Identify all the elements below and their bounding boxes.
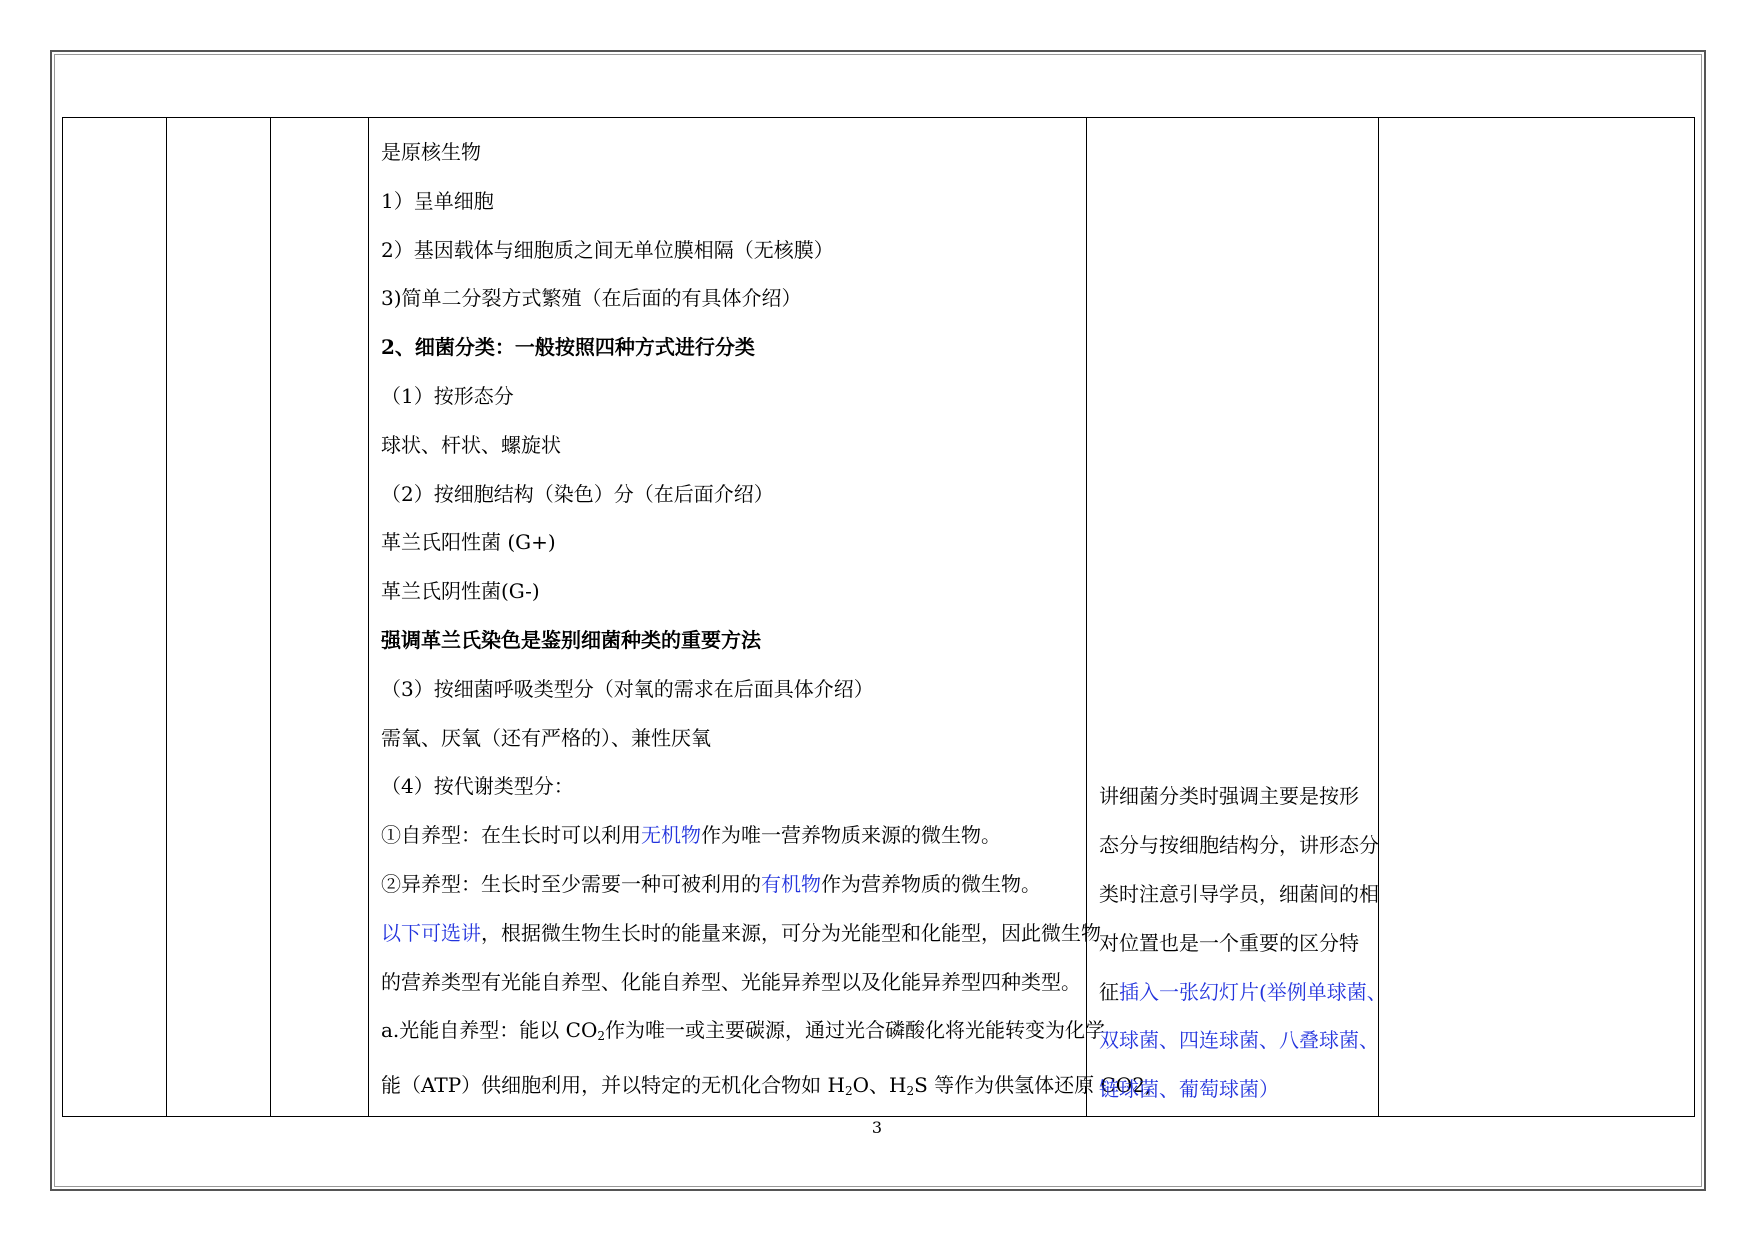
content-line: （1）按形态分 (381, 383, 514, 408)
content-line: 需氧、厌氧（还有严格的）、兼性厌氧 (381, 725, 711, 750)
empty-cell-1 (63, 118, 167, 1117)
note-line-4: 对位置也是一个重要的区分特 (1099, 930, 1359, 955)
note-line-6: 双球菌、四连球菌、八叠球菌、 (1099, 1028, 1379, 1053)
optional-highlight: 以下可选讲 (381, 920, 481, 945)
lesson-plan-table (62, 117, 1695, 1117)
content-lines (381, 128, 1076, 811)
heterotroph-line: ②异养型：生长时至少需要一种可被利用的有机物作为营养物质的微生物。 (381, 871, 1041, 896)
content-line: 2）基因载体与细胞质之间无单位膜相隔（无核膜） (381, 237, 834, 262)
photoautotroph-line-2: 能（ATP）供细胞利用，并以特定的无机化合物如 $H_2O$、$H_2S$ 等作为供氢体还原 CO2, (381, 1073, 1152, 1099)
empty-cell-6 (1379, 118, 1695, 1117)
teaching-content-cell (369, 118, 1152, 1117)
empty-cell-2 (167, 118, 271, 1117)
table-row (63, 118, 1695, 1117)
photoautotroph-line-1: a.光能自养型：能以 $CO_2$作为唯一或主要碳源，通过光合磷酸化将光能转变为化学 (381, 1018, 1105, 1044)
note-line-5: 征插入一张幻灯片(举例单球菌、 (1099, 979, 1387, 1004)
content-line: 1）呈单细胞 (381, 188, 494, 213)
note-line-1: 讲细菌分类时强调主要是按形 (1099, 784, 1359, 809)
autotroph-line: ①自养型：在生长时可以利用无机物作为唯一营养物质来源的微生物。 (381, 823, 1001, 848)
organic-highlight: 有机物 (761, 871, 821, 896)
content-line: 革兰氏阳性菌 (G+) (381, 530, 556, 555)
content-line: 3)简单二分裂方式繁殖（在后面的有具体介绍） (381, 286, 802, 311)
page-number: 3 (871, 1118, 883, 1137)
slide-insert-note: 插入一张幻灯片(举例单球菌、 (1119, 979, 1387, 1004)
content-line: （4）按代谢类型分： (381, 774, 574, 799)
nutrition-types-line: 的营养类型有光能自养型、化能自养型、光能异养型以及化能异养型四种类型。 (381, 969, 1081, 994)
content-line: 革兰氏阴性菌(G-) (381, 579, 540, 604)
teaching-notes-cell (1087, 118, 1387, 1117)
content-line: 球状、杆状、螺旋状 (381, 432, 561, 457)
note-line-3: 类时注意引导学员，细菌间的相 (1099, 881, 1379, 906)
content-line: 强调革兰氏染色是鉴别细菌种类的重要方法 (381, 627, 761, 652)
optional-line: 以下可选讲，根据微生物生长时的能量来源，可分为光能型和化能型，因此微生物 (381, 920, 1101, 945)
note-line-2: 态分与按细胞结构分，讲形态分 (1099, 833, 1379, 858)
content-line: 2、细菌分类：一般按照四种方式进行分类 (381, 335, 755, 360)
empty-cell-3 (271, 118, 369, 1117)
note-line-7: 链球菌、葡萄球菌） (1099, 1077, 1279, 1102)
content-line: （2）按细胞结构（染色）分（在后面介绍） (381, 481, 774, 506)
content-line: （3）按细菌呼吸类型分（对氧的需求在后面具体介绍） (381, 676, 874, 701)
content-line: 是原核生物 (381, 140, 481, 164)
inorganic-highlight: 无机物 (641, 823, 701, 848)
